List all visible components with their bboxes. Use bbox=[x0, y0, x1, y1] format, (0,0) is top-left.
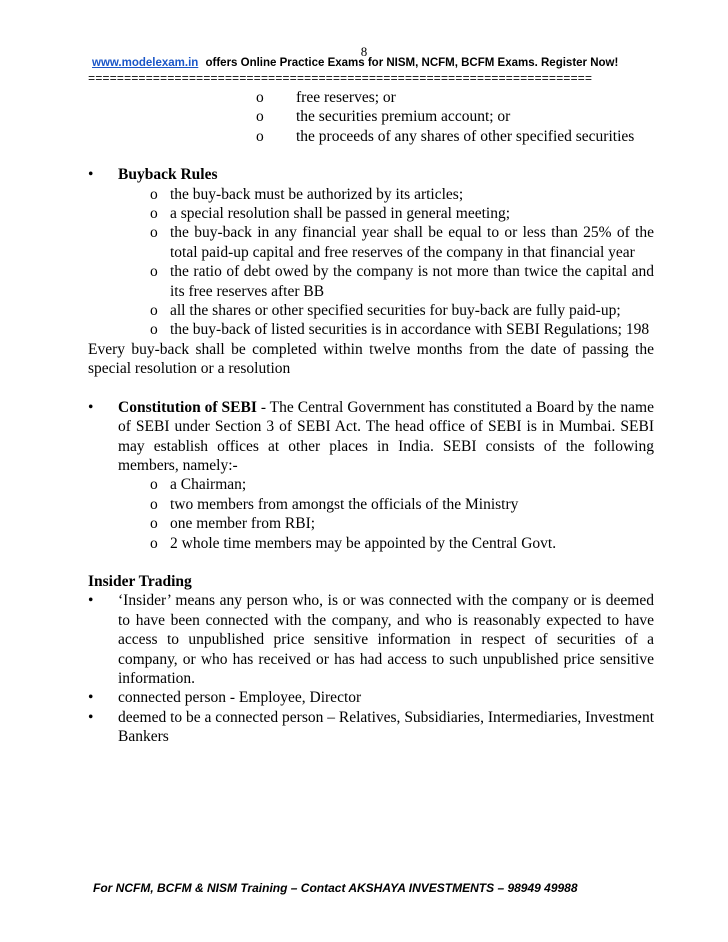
list-item: o the buy-back in any financial year shall be equal to or less than 25% of the total paid-up capital and free reserves of the company in that financial year bbox=[150, 224, 654, 261]
list-item: o a Chairman; bbox=[150, 476, 247, 494]
list-marker: o bbox=[150, 224, 158, 242]
list-marker: o bbox=[150, 205, 158, 223]
list-marker: o bbox=[256, 127, 264, 145]
bullet-icon: • bbox=[88, 708, 94, 726]
list-marker: o bbox=[150, 185, 158, 203]
list-item: • deemed to be a connected person – Relatives, Subsidiaries, Intermediaries, Investment Bankers bbox=[88, 708, 654, 746]
list-item: o the ratio of debt owed by the company is not more than twice the capital and its free reserves after BB bbox=[150, 263, 654, 300]
page-content bbox=[88, 88, 654, 747]
bullet-icon: • bbox=[88, 689, 94, 707]
list-item: o the buy-back of listed securities is in accordance with SEBI Regulations; 198 bbox=[150, 321, 650, 339]
list-marker: o bbox=[150, 321, 158, 339]
list-item: o two members from amongst the officials of the Ministry bbox=[150, 495, 519, 513]
page-header bbox=[92, 57, 618, 69]
header-rule: ====================================================================== bbox=[88, 73, 593, 85]
buyback-heading: • Buyback Rules bbox=[88, 166, 218, 184]
bullet-icon: • bbox=[88, 398, 94, 416]
list-item: o one member from RBI; bbox=[150, 515, 316, 533]
bullet-icon: • bbox=[88, 166, 94, 184]
sebi-title: Constitution of SEBI bbox=[118, 398, 257, 416]
list-marker: o bbox=[256, 108, 264, 126]
list-item: o the proceeds of any shares of other specified securities bbox=[256, 127, 635, 145]
buyback-rules-list bbox=[88, 185, 654, 340]
list-marker: o bbox=[150, 515, 158, 533]
page-footer: For NCFM, BCFM & NISM Training – Contact AKSHAYA INVESTMENTS – 98949 49988 bbox=[93, 881, 578, 895]
list-item: o free reserves; or bbox=[256, 89, 396, 106]
list-marker: o bbox=[150, 534, 158, 552]
list-item: o 2 whole time members may be appointed by the Central Govt. bbox=[150, 534, 557, 552]
site-link[interactable]: www.modelexam.in bbox=[92, 57, 199, 69]
sebi-text: - The Central Government has constituted a Board by the name of SEBI under Section 3 of SEBI Act. The head office of SEBI is in Mumbai. SEBI may establish offices at other places in India. SEBI consists of the following members, namely:- bbox=[118, 398, 654, 474]
insider-trading-title: Insider Trading bbox=[88, 572, 192, 590]
list-marker: o bbox=[150, 476, 158, 494]
list-item: o a special resolution shall be passed in general meeting; bbox=[150, 205, 511, 223]
buyback-note: Every buy-back shall be completed within twelve months from the date of passing the special resolution or a resolution bbox=[88, 340, 654, 378]
list-item: o the buy-back must be authorized by its articles; bbox=[150, 185, 464, 203]
list-item: o the securities premium account; or bbox=[256, 108, 511, 126]
list-item: • ‘Insider’ means any person who, is or was connected with the company or is deemed to have been connected with the company, and who is reasonably expected to have access to unpublished price sensitive information in respect of securities of a company, or who has received or has had access to such unpublished price sensitive information. bbox=[88, 592, 654, 687]
list-marker: o bbox=[256, 89, 264, 106]
header-tagline: offers Online Practice Exams for NISM, NCFM, BCFM Exams. Register Now! bbox=[205, 57, 619, 69]
list-item: o all the shares or other specified securities for buy-back are fully paid-up; bbox=[150, 302, 621, 320]
sebi-members-list bbox=[88, 475, 654, 553]
source-list bbox=[88, 88, 654, 146]
list-marker: o bbox=[150, 495, 158, 513]
list-marker: o bbox=[150, 263, 158, 281]
list-item: • connected person - Employee, Director bbox=[88, 689, 362, 707]
bullet-icon: • bbox=[88, 592, 94, 610]
list-marker: o bbox=[150, 302, 158, 320]
sebi-section bbox=[88, 398, 654, 476]
page-number: 8 bbox=[360, 44, 368, 59]
